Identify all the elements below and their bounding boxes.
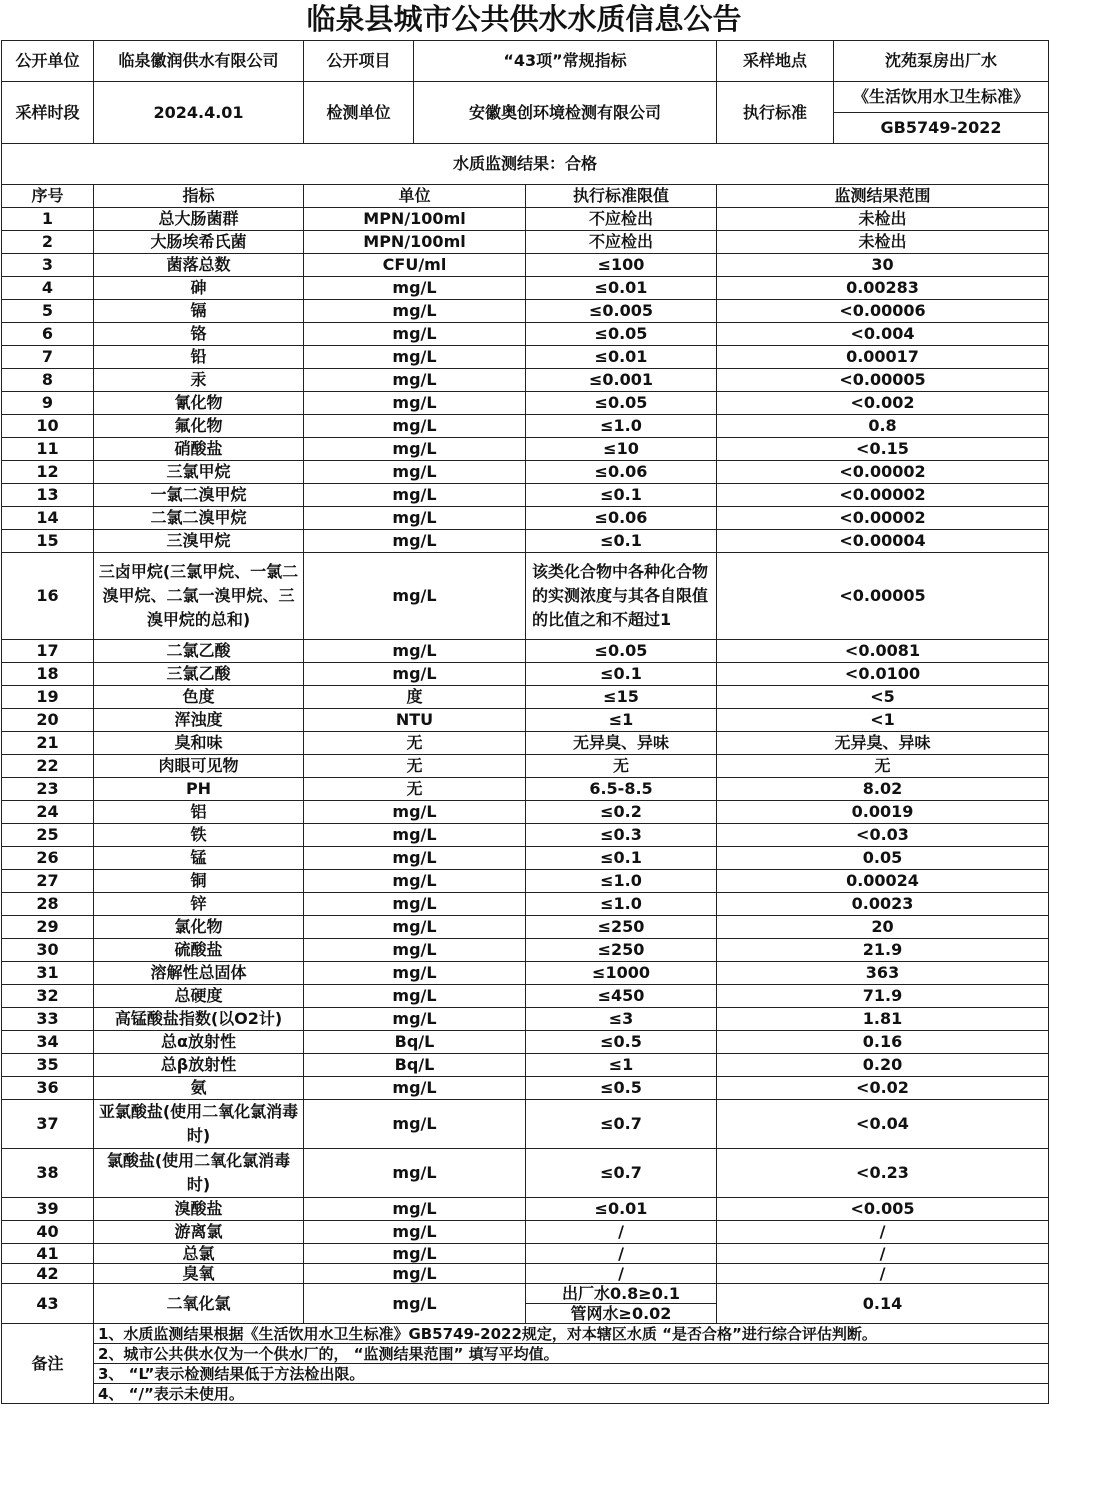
standard-name: 《生活饮用水卫生标准》 <box>834 82 1049 113</box>
row-number: 42 <box>2 1264 94 1284</box>
remarks-label: 备注 <box>2 1324 94 1404</box>
row-number: 34 <box>2 1031 94 1054</box>
standard-limit: ≤0.1 <box>526 847 717 870</box>
row-number: 30 <box>2 939 94 962</box>
indicator-name: 三卤甲烷(三氯甲烷、一氯二溴甲烷、二氯一溴甲烷、三溴甲烷的总和) <box>94 553 304 640</box>
standard-limit: ≤0.01 <box>526 277 717 300</box>
standard-limit: ≤0.5 <box>526 1031 717 1054</box>
row-number: 12 <box>2 461 94 484</box>
indicator-name: 二氯乙酸 <box>94 640 304 663</box>
table-row <box>2 985 1049 1008</box>
table-row <box>2 1198 1049 1221</box>
standard-limit: ≤0.06 <box>526 461 717 484</box>
table-row <box>2 484 1049 507</box>
table-row <box>2 300 1049 323</box>
indicator-name: 总β放射性 <box>94 1054 304 1077</box>
indicator-name: 锰 <box>94 847 304 870</box>
row-number: 41 <box>2 1244 94 1264</box>
row-number: 32 <box>2 985 94 1008</box>
table-row <box>2 323 1049 346</box>
monitoring-result: 20 <box>717 916 1049 939</box>
remark-item: 2、城市公共供水仅为一个供水厂的， “监测结果范围” 填写平均值。 <box>94 1344 1049 1364</box>
header-row-2 <box>2 82 1049 113</box>
monitoring-result: <0.005 <box>717 1198 1049 1221</box>
standard-limit: ≤250 <box>526 916 717 939</box>
row-number: 16 <box>2 553 94 640</box>
indicator-name: 总大肠菌群 <box>94 208 304 231</box>
table-row <box>2 640 1049 663</box>
indicator-name: 硝酸盐 <box>94 438 304 461</box>
row-number: 25 <box>2 824 94 847</box>
standard-limit: ≤0.3 <box>526 824 717 847</box>
standard-limit: ≤0.5 <box>526 1077 717 1100</box>
table-row <box>2 1077 1049 1100</box>
monitoring-result: <0.002 <box>717 392 1049 415</box>
table-row <box>2 208 1049 231</box>
indicator-unit: mg/L <box>304 824 526 847</box>
standard-label: 执行标准 <box>717 82 834 144</box>
indicator-name: 铅 <box>94 346 304 369</box>
standard-limit: ≤450 <box>526 985 717 1008</box>
standard-limit: / <box>526 1221 717 1244</box>
table-row <box>2 346 1049 369</box>
indicator-unit: mg/L <box>304 1264 526 1284</box>
monitoring-result: 21.9 <box>717 939 1049 962</box>
indicator-unit: 度 <box>304 686 526 709</box>
indicator-name: 总氯 <box>94 1244 304 1264</box>
table-row <box>2 1284 1049 1304</box>
monitoring-result: <0.00006 <box>717 300 1049 323</box>
indicator-name: 溶解性总固体 <box>94 962 304 985</box>
indicator-unit: mg/L <box>304 530 526 553</box>
table-row <box>2 392 1049 415</box>
table-row <box>2 847 1049 870</box>
indicator-unit: mg/L <box>304 507 526 530</box>
monitoring-result: 0.16 <box>717 1031 1049 1054</box>
monitoring-result: 未检出 <box>717 208 1049 231</box>
monitoring-result: <5 <box>717 686 1049 709</box>
monitoring-result: / <box>717 1221 1049 1244</box>
col-header-no: 序号 <box>2 185 94 208</box>
indicator-unit: mg/L <box>304 640 526 663</box>
row-number: 20 <box>2 709 94 732</box>
standard-limit: 无异臭、异味 <box>526 732 717 755</box>
monitoring-result: <0.02 <box>717 1077 1049 1100</box>
col-header-unit: 单位 <box>304 185 526 208</box>
monitoring-result: 未检出 <box>717 231 1049 254</box>
row-number: 10 <box>2 415 94 438</box>
monitoring-result: <0.00005 <box>717 553 1049 640</box>
indicator-name: 镉 <box>94 300 304 323</box>
indicator-name: 大肠埃希氏菌 <box>94 231 304 254</box>
table-row <box>2 553 1049 640</box>
indicator-unit: mg/L <box>304 985 526 1008</box>
standard-limit: ≤3 <box>526 1008 717 1031</box>
table-row <box>2 254 1049 277</box>
row-number: 13 <box>2 484 94 507</box>
monitoring-result: <0.04 <box>717 1100 1049 1149</box>
remark-item: 3、 “L”表示检测结果低于方法检出限。 <box>94 1364 1049 1384</box>
monitoring-result: <0.00005 <box>717 369 1049 392</box>
standard-limit: ≤100 <box>526 254 717 277</box>
row-number: 26 <box>2 847 94 870</box>
table-row <box>2 1031 1049 1054</box>
table-row <box>2 1100 1049 1149</box>
remark-row <box>2 1344 1049 1364</box>
indicator-name: 硫酸盐 <box>94 939 304 962</box>
row-number: 6 <box>2 323 94 346</box>
standard-limit: ≤0.005 <box>526 300 717 323</box>
monitoring-result: <0.00002 <box>717 507 1049 530</box>
table-row <box>2 870 1049 893</box>
monitoring-result: 8.02 <box>717 778 1049 801</box>
standard-limit: ≤0.06 <box>526 507 717 530</box>
table-row <box>2 507 1049 530</box>
monitoring-result: 0.00024 <box>717 870 1049 893</box>
standard-limit: ≤1 <box>526 709 717 732</box>
indicator-name: 总硬度 <box>94 985 304 1008</box>
indicator-name: 高锰酸盐指数(以O2计) <box>94 1008 304 1031</box>
table-row <box>2 1149 1049 1198</box>
indicator-name: 二氯二溴甲烷 <box>94 507 304 530</box>
indicator-unit: mg/L <box>304 1244 526 1264</box>
remark-item: 1、水质监测结果根据《生活饮用水卫生标准》GB5749-2022规定，对本辖区水质 “是否合格”进行综合评估判断。 <box>94 1324 1049 1344</box>
table-row <box>2 438 1049 461</box>
period-value: 2024.4.01 <box>94 82 304 144</box>
row-number: 5 <box>2 300 94 323</box>
monitoring-result: <0.004 <box>717 323 1049 346</box>
indicator-name: 铜 <box>94 870 304 893</box>
col-header-name: 指标 <box>94 185 304 208</box>
indicator-name: 臭和味 <box>94 732 304 755</box>
lab-value: 安徽奥创环境检测有限公司 <box>414 82 717 144</box>
standard-limit: ≤0.1 <box>526 484 717 507</box>
indicator-unit: mg/L <box>304 847 526 870</box>
indicator-name: 菌落总数 <box>94 254 304 277</box>
indicator-unit: 无 <box>304 755 526 778</box>
row-number: 23 <box>2 778 94 801</box>
row-number: 35 <box>2 1054 94 1077</box>
indicator-unit: mg/L <box>304 1100 526 1149</box>
monitoring-result: <0.03 <box>717 824 1049 847</box>
standard-limit: ≤250 <box>526 939 717 962</box>
site-value: 沈苑泵房出厂水 <box>834 41 1049 82</box>
standard-limit: ≤0.1 <box>526 663 717 686</box>
indicator-name: 氯酸盐(使用二氧化氯消毒时) <box>94 1149 304 1198</box>
indicator-unit: mg/L <box>304 663 526 686</box>
table-row <box>2 461 1049 484</box>
row-number: 21 <box>2 732 94 755</box>
standard-limit: ≤0.7 <box>526 1100 717 1149</box>
monitoring-result: 363 <box>717 962 1049 985</box>
row-number: 29 <box>2 916 94 939</box>
lab-label: 检测单位 <box>304 82 414 144</box>
site-label: 采样地点 <box>717 41 834 82</box>
remark-row <box>2 1324 1049 1344</box>
remark-item: 4、 “/”表示未使用。 <box>94 1384 1049 1404</box>
indicator-name: 汞 <box>94 369 304 392</box>
indicator-unit: mg/L <box>304 939 526 962</box>
col-header-result: 监测结果范围 <box>717 185 1049 208</box>
monitoring-result: 0.20 <box>717 1054 1049 1077</box>
standard-limit: 无 <box>526 755 717 778</box>
indicator-unit: mg/L <box>304 484 526 507</box>
indicator-name: 三氯甲烷 <box>94 461 304 484</box>
indicator-name: 氯化物 <box>94 916 304 939</box>
standard-code: GB5749-2022 <box>834 113 1049 144</box>
standard-limit: ≤0.001 <box>526 369 717 392</box>
standard-limit: ≤0.05 <box>526 392 717 415</box>
table-row <box>2 962 1049 985</box>
indicator-name: 锌 <box>94 893 304 916</box>
indicator-unit: mg/L <box>304 300 526 323</box>
monitoring-result: 0.05 <box>717 847 1049 870</box>
row-number: 38 <box>2 1149 94 1198</box>
table-row <box>2 1054 1049 1077</box>
indicator-unit: mg/L <box>304 392 526 415</box>
standard-limit: ≤1.0 <box>526 893 717 916</box>
row-number: 43 <box>2 1284 94 1324</box>
standard-limit: ≤15 <box>526 686 717 709</box>
standard-limit: ≤1 <box>526 1054 717 1077</box>
row-number: 24 <box>2 801 94 824</box>
indicator-name: 三氯乙酸 <box>94 663 304 686</box>
indicator-unit: mg/L <box>304 916 526 939</box>
indicator-name: 色度 <box>94 686 304 709</box>
standard-limit: ≤1.0 <box>526 415 717 438</box>
indicator-unit: mg/L <box>304 461 526 484</box>
remark-row <box>2 1384 1049 1404</box>
indicator-unit: mg/L <box>304 801 526 824</box>
table-row <box>2 1264 1049 1284</box>
monitoring-result: 30 <box>717 254 1049 277</box>
indicator-name: 肉眼可见物 <box>94 755 304 778</box>
indicator-name: 铁 <box>94 824 304 847</box>
indicator-unit: mg/L <box>304 1284 526 1324</box>
row-number: 9 <box>2 392 94 415</box>
indicator-name: 三溴甲烷 <box>94 530 304 553</box>
monitoring-result: <0.00002 <box>717 461 1049 484</box>
standard-limit: 该类化合物中各种化合物的实测浓度与其各自限值的比值之和不超过1 <box>526 553 717 640</box>
indicator-unit: mg/L <box>304 553 526 640</box>
indicator-unit: mg/L <box>304 1198 526 1221</box>
table-row <box>2 916 1049 939</box>
table-row <box>2 778 1049 801</box>
table-row <box>2 1244 1049 1264</box>
result-line: 水质监测结果：合格 <box>2 144 1049 185</box>
monitoring-result: 0.0023 <box>717 893 1049 916</box>
row-number: 15 <box>2 530 94 553</box>
table-row <box>2 893 1049 916</box>
standard-limit: ≤1000 <box>526 962 717 985</box>
monitoring-result: 无异臭、异味 <box>717 732 1049 755</box>
indicator-unit: Bq/L <box>304 1031 526 1054</box>
indicator-unit: mg/L <box>304 323 526 346</box>
indicator-name: 氨 <box>94 1077 304 1100</box>
row-number: 2 <box>2 231 94 254</box>
indicator-name: 氰化物 <box>94 392 304 415</box>
table-row <box>2 530 1049 553</box>
indicator-unit: mg/L <box>304 962 526 985</box>
row-number: 40 <box>2 1221 94 1244</box>
indicator-unit: CFU/ml <box>304 254 526 277</box>
row-number: 1 <box>2 208 94 231</box>
indicator-unit: MPN/100ml <box>304 208 526 231</box>
indicator-unit: NTU <box>304 709 526 732</box>
indicator-unit: MPN/100ml <box>304 231 526 254</box>
indicator-name: 氟化物 <box>94 415 304 438</box>
standard-limit: ≤10 <box>526 438 717 461</box>
monitoring-result: 0.0019 <box>717 801 1049 824</box>
result-row <box>2 144 1049 185</box>
indicator-name: 亚氯酸盐(使用二氧化氯消毒时) <box>94 1100 304 1149</box>
column-header-row <box>2 185 1049 208</box>
col-header-limit: 执行标准限值 <box>526 185 717 208</box>
standard-limit: ≤0.05 <box>526 323 717 346</box>
indicator-unit: mg/L <box>304 870 526 893</box>
row-number: 7 <box>2 346 94 369</box>
monitoring-result: <0.23 <box>717 1149 1049 1198</box>
standard-limit: 不应检出 <box>526 231 717 254</box>
table-row <box>2 686 1049 709</box>
indicator-unit: mg/L <box>304 415 526 438</box>
row-number: 37 <box>2 1100 94 1149</box>
standard-limit: 6.5-8.5 <box>526 778 717 801</box>
row-number: 11 <box>2 438 94 461</box>
monitoring-result: <0.0081 <box>717 640 1049 663</box>
row-number: 19 <box>2 686 94 709</box>
indicator-name: 铬 <box>94 323 304 346</box>
table-row <box>2 939 1049 962</box>
standard-limit: ≤1.0 <box>526 870 717 893</box>
table-row <box>2 1221 1049 1244</box>
table-row <box>2 1008 1049 1031</box>
monitoring-result: 0.8 <box>717 415 1049 438</box>
row-number: 14 <box>2 507 94 530</box>
table-row <box>2 663 1049 686</box>
standard-limit: ≤0.01 <box>526 1198 717 1221</box>
standard-limit: ≤0.2 <box>526 801 717 824</box>
table-row <box>2 709 1049 732</box>
indicator-unit: mg/L <box>304 277 526 300</box>
indicator-name: 砷 <box>94 277 304 300</box>
indicator-unit: Bq/L <box>304 1054 526 1077</box>
indicator-name: 二氧化氯 <box>94 1284 304 1324</box>
row-number: 27 <box>2 870 94 893</box>
standard-limit: ≤0.1 <box>526 530 717 553</box>
page-title: 临泉县城市公共供水水质信息公告 <box>306 2 742 36</box>
publisher-value: 临泉徽润供水有限公司 <box>94 41 304 82</box>
indicator-unit: mg/L <box>304 1221 526 1244</box>
table-row <box>2 732 1049 755</box>
indicator-unit: mg/L <box>304 893 526 916</box>
indicator-unit: mg/L <box>304 438 526 461</box>
standard-limit: ≤0.05 <box>526 640 717 663</box>
publisher-label: 公开单位 <box>2 41 94 82</box>
standard-limit: ≤0.7 <box>526 1149 717 1198</box>
indicator-unit: mg/L <box>304 346 526 369</box>
indicator-name: 浑浊度 <box>94 709 304 732</box>
monitoring-result: 71.9 <box>717 985 1049 1008</box>
standard-limit-network: 管网水≥0.02 <box>526 1304 717 1324</box>
row-number: 8 <box>2 369 94 392</box>
header-row-1 <box>2 41 1049 82</box>
standard-limit: ≤0.01 <box>526 346 717 369</box>
monitoring-result: <0.0100 <box>717 663 1049 686</box>
indicator-name: PH <box>94 778 304 801</box>
row-number: 31 <box>2 962 94 985</box>
row-number: 33 <box>2 1008 94 1031</box>
table-row <box>2 231 1049 254</box>
monitoring-result: <0.15 <box>717 438 1049 461</box>
indicator-unit: mg/L <box>304 1149 526 1198</box>
item-value: “43项”常规指标 <box>414 41 717 82</box>
monitoring-result: 1.81 <box>717 1008 1049 1031</box>
standard-limit: / <box>526 1264 717 1284</box>
standard-limit-plant: 出厂水0.8≥0.1 <box>526 1284 717 1304</box>
indicator-unit: mg/L <box>304 1008 526 1031</box>
monitoring-result: 0.14 <box>717 1284 1049 1324</box>
indicator-unit: 无 <box>304 778 526 801</box>
table-row <box>2 415 1049 438</box>
indicator-unit: mg/L <box>304 369 526 392</box>
row-number: 28 <box>2 893 94 916</box>
table-row <box>2 369 1049 392</box>
indicator-name: 溴酸盐 <box>94 1198 304 1221</box>
indicator-name: 铝 <box>94 801 304 824</box>
row-number: 39 <box>2 1198 94 1221</box>
indicator-unit: mg/L <box>304 1077 526 1100</box>
row-number: 22 <box>2 755 94 778</box>
indicator-name: 臭氧 <box>94 1264 304 1284</box>
row-number: 36 <box>2 1077 94 1100</box>
monitoring-result: / <box>717 1244 1049 1264</box>
period-label: 采样时段 <box>2 82 94 144</box>
item-label: 公开项目 <box>304 41 414 82</box>
row-number: 17 <box>2 640 94 663</box>
row-number: 18 <box>2 663 94 686</box>
standard-limit: / <box>526 1244 717 1264</box>
table-row <box>2 277 1049 300</box>
monitoring-result: / <box>717 1264 1049 1284</box>
indicator-unit: 无 <box>304 732 526 755</box>
monitoring-result: 0.00283 <box>717 277 1049 300</box>
table-row <box>2 755 1049 778</box>
indicator-name: 总α放射性 <box>94 1031 304 1054</box>
table-row <box>2 801 1049 824</box>
monitoring-result: <0.00004 <box>717 530 1049 553</box>
remark-row <box>2 1364 1049 1384</box>
monitoring-result: 0.00017 <box>717 346 1049 369</box>
row-number: 4 <box>2 277 94 300</box>
monitoring-result: <1 <box>717 709 1049 732</box>
standard-limit: 不应检出 <box>526 208 717 231</box>
table-row <box>2 824 1049 847</box>
monitoring-result: 无 <box>717 755 1049 778</box>
indicator-name: 游离氯 <box>94 1221 304 1244</box>
monitoring-result: <0.00002 <box>717 484 1049 507</box>
indicator-name: 一氯二溴甲烷 <box>94 484 304 507</box>
row-number: 3 <box>2 254 94 277</box>
water-quality-table <box>1 40 1049 1404</box>
